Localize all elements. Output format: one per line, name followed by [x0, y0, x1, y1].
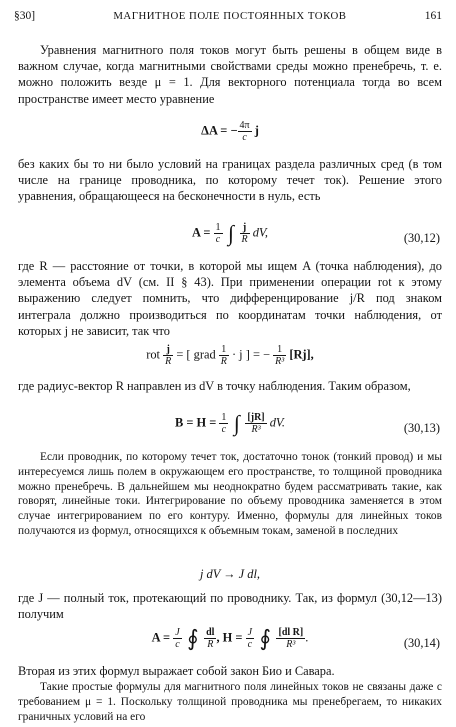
eq-denominator: R³	[286, 639, 296, 650]
section-mark: §30]	[14, 10, 36, 22]
eq-denominator: R	[220, 356, 227, 367]
eq-fraction	[238, 120, 252, 143]
eq-numerator: J	[247, 627, 253, 638]
paragraph-text: без каких бы то ни было условий на границах раздела различных сред (в том числе на границе проводника, по которому течет ток). Решение этого уравнения, обращающееся на бесконечности в нуль, есть	[18, 157, 442, 204]
equation-30-13	[18, 412, 442, 442]
eq-denominator: R³	[275, 356, 285, 367]
equation-body	[18, 120, 442, 143]
equation-number: (30,14)	[403, 636, 440, 650]
eq-numerator: 1	[273, 344, 286, 356]
eq-part: A =	[151, 630, 174, 645]
eq-fraction	[204, 627, 216, 650]
eq-fraction	[173, 627, 181, 650]
eq-fraction	[273, 344, 286, 367]
eq-part: , H =	[216, 630, 246, 645]
paragraph-text: Вторая из этих формул выражает собой закон Био и Савара.	[18, 664, 335, 678]
eq-part: ∫	[222, 220, 240, 246]
paragraph-text: где радиус-вектор R направлен из dV в точку наблюдения. Таким образом,	[18, 379, 411, 393]
paragraph-8	[18, 680, 442, 724]
eq-numerator: 1	[219, 344, 229, 356]
eq-numerator: [dl R]	[278, 627, 304, 638]
eq-part: A =	[191, 225, 214, 240]
eq-fraction	[276, 627, 305, 650]
equation-body	[18, 412, 442, 435]
equation-body	[18, 566, 442, 582]
eq-denominator: c	[242, 132, 247, 143]
eq-part: B = H =	[174, 415, 220, 430]
eq-fraction	[219, 344, 229, 367]
eq-fraction	[240, 222, 250, 245]
paragraph-1	[18, 42, 442, 107]
equation-number: (30,13)	[403, 421, 440, 435]
equation-30-12	[18, 222, 442, 252]
eq-part: ∫	[228, 410, 246, 436]
equation-rot	[18, 344, 442, 374]
eq-part: ∮	[181, 625, 205, 651]
paragraph-text: Такие простые формулы для магнитного поля линейных токов не связаны даже с требованием μ = 1. Поскольку толщиной проводника мы пренебрегаем, то никаких граничных условий на его	[18, 681, 442, 723]
eq-numerator: [jR]	[247, 412, 265, 423]
paragraph-text: Уравнения магнитного поля токов могут быть решены в общем виде в важном случае, когда магнитными свойствами среды можно пренебречь, т. е. можно положить везде μ = 1. Для векторного потенциала тогда во всем пространстве имеет место уравнение	[18, 43, 442, 106]
eq-denominator: c	[221, 424, 227, 435]
paragraph-text: Если проводник, по которому течет ток, достаточно тонок (тонкий провод) и мы интересуемся лишь полем в окружающем его пространстве, то толщиной проводника можно пренебречь. В дальнейшем мы неоднократно будем рассматривать такие, как говорят, линейные токи. Интегрирование по объему проводника заменяется в этом случае интегрированием по его контуру. Именно, формулы для линейных токов получаются из формул, относящихся к объемным токам, заменой в последних	[18, 451, 442, 537]
eq-part: [Rj],	[286, 347, 314, 362]
eq-part: j dV → J dl,	[200, 567, 260, 581]
eq-numerator: 4π	[239, 120, 250, 131]
paragraph-4	[18, 378, 442, 394]
eq-numerator: dl	[206, 627, 215, 638]
eq-denominator: c	[247, 639, 253, 650]
eq-fraction	[246, 627, 254, 650]
equation-vector-potential	[18, 120, 442, 150]
eq-fraction	[163, 344, 173, 367]
eq-part: dV.	[266, 415, 286, 430]
running-header	[14, 8, 442, 24]
eq-lhs: ΔA = −	[201, 123, 238, 138]
eq-part: ∮	[254, 625, 277, 651]
paragraph-text: где R — расстояние от точки, в которой мы ищем A (точка наблюдения), до элемента объема dV (см. II § 43). При применении операции rot к этому выражению следует помнить, что дифференцирование j/R под знаком интеграла должно производиться по координатам точки наблюдения, от которых j не зависит, так что	[18, 259, 442, 338]
eq-numerator: j	[163, 344, 173, 356]
eq-denominator: c	[175, 639, 180, 650]
eq-part: rot	[146, 347, 164, 362]
page-number: 161	[424, 10, 442, 22]
paragraph-2	[18, 156, 442, 205]
eq-part: = [ grad	[173, 347, 219, 362]
equation-body	[18, 344, 442, 367]
chapter-title: МАГНИТНОЕ ПОЛЕ ПОСТОЯННЫХ ТОКОВ	[113, 10, 347, 22]
paragraph-3	[18, 258, 442, 339]
eq-numerator: j	[240, 222, 250, 234]
eq-denominator: R	[207, 639, 214, 650]
eq-denominator: R	[165, 356, 172, 367]
eq-fraction	[245, 412, 266, 435]
equation-number: (30,12)	[403, 231, 440, 245]
paragraph-6	[18, 590, 442, 622]
equation-body	[18, 222, 442, 245]
eq-denominator: R³	[251, 424, 261, 435]
eq-part: · j ] = −	[228, 347, 274, 362]
paragraph-5	[18, 450, 442, 539]
eq-part: dV,	[249, 225, 269, 240]
eq-fraction	[214, 222, 223, 245]
paragraph-7	[18, 663, 442, 679]
eq-rhs: j	[251, 123, 259, 138]
eq-part: .	[305, 630, 309, 645]
eq-numerator: J	[175, 627, 180, 638]
eq-denominator: R	[241, 234, 248, 245]
equation-body	[18, 627, 442, 650]
equation-30-14	[18, 627, 442, 657]
eq-denominator: c	[215, 234, 221, 245]
paragraph-text: где J — полный ток, протекающий по проводнику. Так, из формул (30,12—13) получим	[18, 591, 442, 622]
eq-numerator: 1	[215, 222, 221, 233]
eq-numerator: 1	[221, 412, 227, 423]
